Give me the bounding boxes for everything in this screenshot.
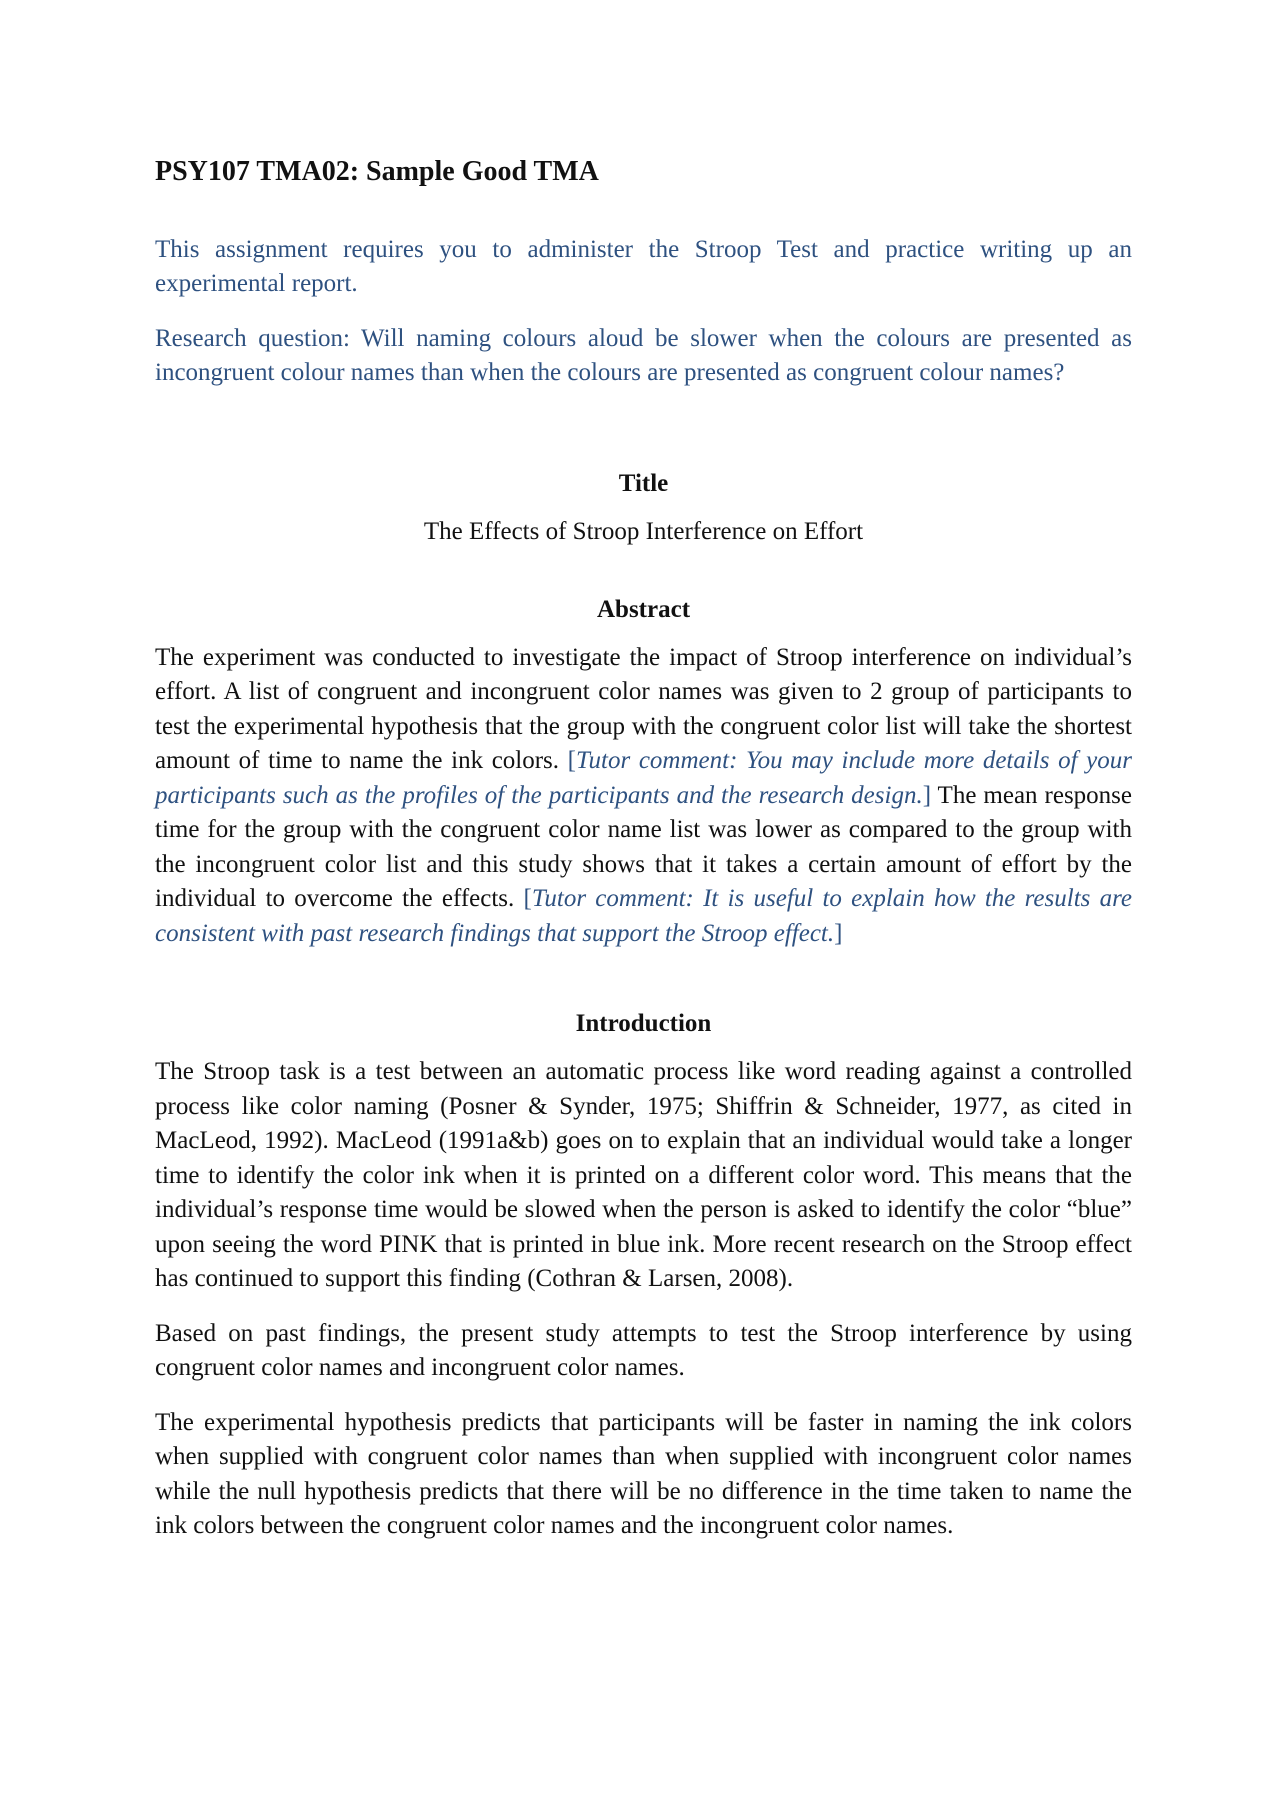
report-title: The Effects of Stroop Interference on Effort xyxy=(423,517,864,545)
instruction-paragraph: This assignment requires you to administer the Stroop Test and practice writing up an experimental report. xyxy=(155,235,1132,298)
introduction-paragraph: The Stroop task is a test between an automatic process like word reading against a controlled process like color naming (Posner & Synder, 1975; Shiffrin & Schneider, 1977, as cited in MacLeod, 1992). MacLeod (1991a&b) goes on to explain that an individual would take a longer time to identify the color ink when it is printed on a different color word. This means that the individual’s response time would be slowed when the person is asked to identify the color “blue” upon seeing the word PINK that is printed in blue ink. More recent research on the Stroop effect has continued to support this finding (Cothran & Larsen, 2008). xyxy=(155,1058,1132,1293)
abstract-text-part2: The mean response time for the group with the congruent color name list was lower as compared to the group with the incongruent color list and this study shows that it takes a certain amount of effort by the individual to overcome the effects. xyxy=(155,781,1133,913)
abstract-heading: Abstract xyxy=(596,595,691,623)
introduction-section xyxy=(155,1007,1132,1544)
tutor-comment-1: [Tutor comment: You may include more details of your participants such as the profiles of the participants and the research design.] xyxy=(155,747,1132,809)
abstract-section xyxy=(155,593,1132,952)
introduction-paragraph: The experimental hypothesis predicts that participants will be faster in naming the ink colors when supplied with congruent color names than when supplied with incongruent color names while the null hypothesis predicts that there will be no difference in the time taken to name the ink colors between the congruent color names and the incongruent color names. xyxy=(155,1408,1132,1540)
abstract-paragraph xyxy=(155,641,1132,952)
title-section xyxy=(155,467,1132,549)
introduction-heading: Introduction xyxy=(575,1010,712,1038)
document-title: PSY107 TMA02: Sample Good TMA xyxy=(155,156,599,187)
abstract-text-part1: The experiment was conducted to investigate the impact of Stroop interference on individual’s effort. A list of congruent and incongruent color names was given to 2 group of participants to test the experimental hypothesis that the group with the congruent color list will take the shortest amount of time to name the ink colors. xyxy=(155,643,1132,775)
introduction-paragraph: Based on past findings, the present study attempts to test the Stroop interference by using congruent color names and incongruent color names. xyxy=(155,1319,1132,1382)
title-heading: Title xyxy=(618,469,669,497)
tutor-comment-2: [Tutor comment: It is useful to explain how the results are consistent with past research findings that support the Stroop effect.] xyxy=(155,885,1133,947)
assignment-instructions xyxy=(155,233,1132,391)
research-question: Research question: Will naming colours aloud be slower when the colours are presented as incongruent colour names than when the colours are presented as congruent colour names? xyxy=(155,324,1132,387)
